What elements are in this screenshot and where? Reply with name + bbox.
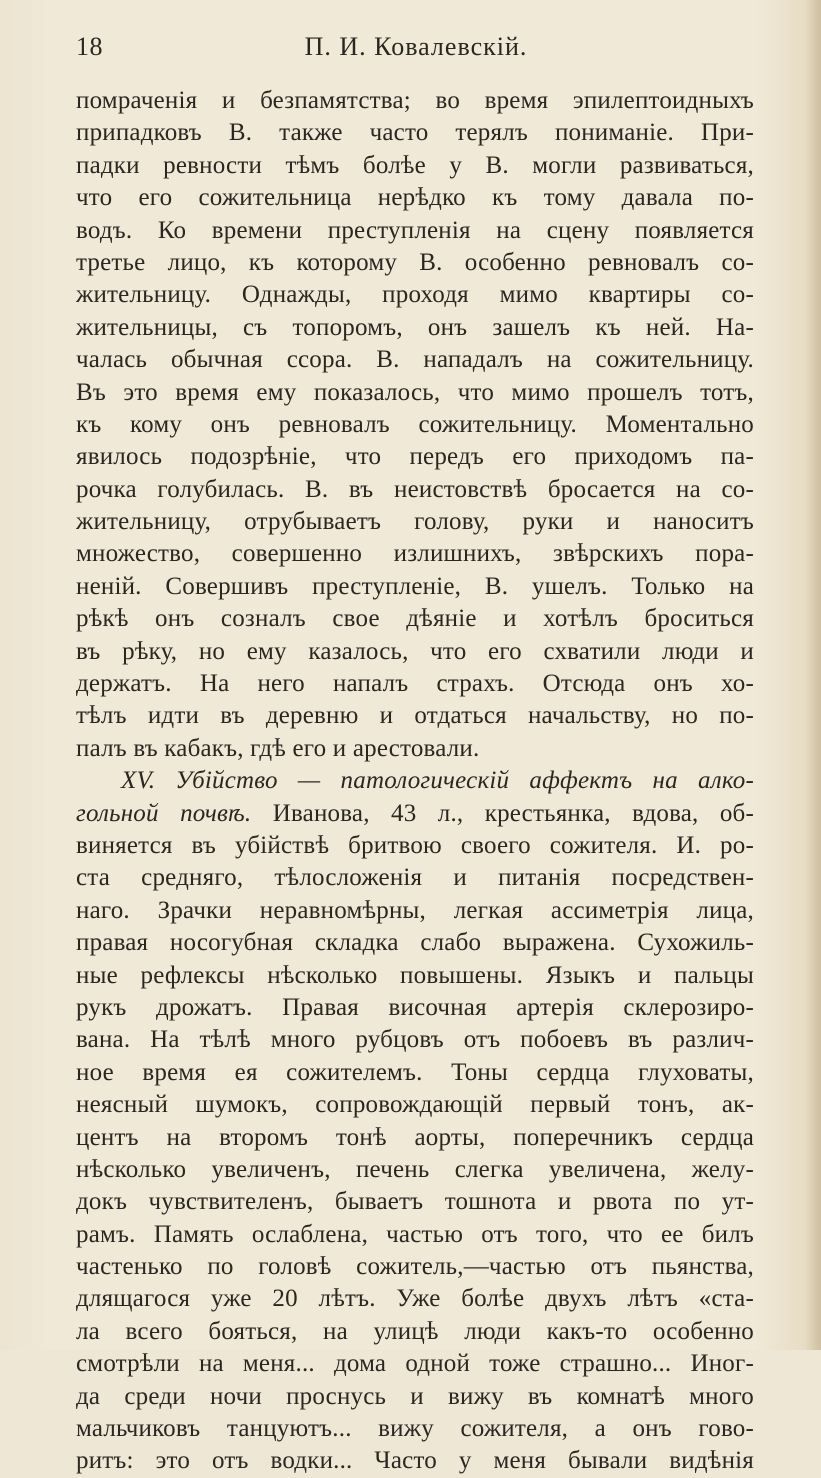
text-line: водъ. Ко времени преступленiя на сцену появляется [76, 216, 754, 244]
text-line: ненiй. Совершивъ преступленiе, В. ушелъ. Только на [76, 572, 754, 600]
text-line: къ кому онъ ревновалъ сожительницу. Моментально [76, 410, 754, 438]
text-line: смотрѣли на меня... дома одной тоже страшно... Иног- [76, 1350, 754, 1378]
text-line: докъ чувствителенъ, бываетъ тошнота и рвота по ут- [76, 1188, 754, 1216]
text-line: Въ это время ему показалось, что мимо прошелъ тотъ, [76, 378, 754, 406]
text-line: наго. Зрачки неравномѣрны, легкая ассиметрiя лица, [76, 896, 754, 924]
text-line: жительницу. Однажды, проходя мимо квартиры со- [76, 281, 754, 309]
section-heading-line [76, 765, 754, 797]
text-line: мальчиковъ танцуютъ... вижу сожителя, а онъ гово- [76, 1415, 754, 1443]
section-text-start: Иванова, 43 л., крестьянка, вдова, об- [272, 799, 755, 827]
section-number: XV. [121, 767, 156, 795]
text-line: ритъ: это отъ водки... Часто у меня бывали видѣнiя [76, 1447, 754, 1475]
page-header [76, 32, 756, 72]
text-line: неясный шумокъ, сопровождающiй первый тонъ, ак- [76, 1091, 754, 1119]
section-title-part2: гольной почвѣ. [76, 799, 252, 827]
text-line: множество, совершенно излишнихъ, звѣрскихъ пора- [76, 540, 754, 568]
text-line: чалась обычная ссора. В. нападалъ на сожительницу. [76, 346, 754, 374]
text-line: въ рѣку, но ему казалось, что его схватили люди и [76, 637, 754, 665]
text-line: правая носогубная складка слабо выражена. Сухожиль- [76, 929, 754, 957]
text-line: ла всего бояться, на улицѣ люди какъ-то особенно [76, 1317, 754, 1345]
section-heading-line-2 [76, 798, 754, 830]
page-edge [807, 0, 821, 1350]
text-line: палъ въ кабакъ, гдѣ его и арестовали. [76, 734, 480, 762]
text-line: третье лицо, къ которому В. особенно ревновалъ со- [76, 248, 754, 276]
running-title: П. И. Ковалевскiй. [304, 32, 528, 61]
text-line: падки ревности тѣмъ болѣе у В. могли развиваться, [76, 151, 754, 179]
text-line: ста средняго, тѣлосложенiя и питанiя посредствен- [76, 864, 754, 892]
text-line: помраченiя и безпамятства; во время эпилептоидныхъ [76, 87, 754, 114]
text-line: держатъ. На него напалъ страхъ. Отсюда онъ хо- [76, 670, 754, 698]
text-line: длящагося уже 20 лѣтъ. Уже болѣе двухъ лѣтъ «ста- [76, 1285, 754, 1313]
text-line: рукъ дрожатъ. Правая височная артерiя склерозиро- [76, 993, 754, 1021]
text-line: частенько по головѣ сожитель,—частью отъ пьянства, [76, 1253, 754, 1281]
text-line: припадковъ В. также часто терялъ пониманiе. При- [76, 119, 754, 147]
text-line: рѣкѣ онъ созналъ свое дѣянiе и хотѣлъ броситься [76, 605, 754, 633]
text-line: рамъ. Память ослаблена, частью отъ того, что ее билъ [76, 1220, 754, 1248]
text-line: жительницы, съ топоромъ, онъ зашелъ къ ней. На- [76, 313, 754, 341]
body-text [76, 85, 754, 1478]
text-line: что его сожительница нерѣдко къ тому давала по- [76, 184, 754, 212]
text-line: ное время ея сожителемъ. Тоны сердца глуховаты, [76, 1058, 754, 1086]
text-line: нѣсколько увеличенъ, печень слегка увеличена, желу- [76, 1155, 754, 1183]
text-line: явилось подозрѣнiе, что передъ его приходомъ па- [76, 443, 754, 471]
page-number: 18 [76, 32, 103, 61]
text-line: центъ на второмъ тонѣ аорты, поперечникъ сердца [76, 1123, 754, 1151]
text-line: да среди ночи проснусь и вижу въ комнатѣ много [76, 1382, 754, 1410]
section-title-part1: Убiйство — патологическiй аффектъ на алко- [175, 767, 755, 795]
text-line: виняется въ убiйствѣ бритвою своего сожителя. И. ро- [76, 831, 754, 859]
text-line: рочка голубилась. В. въ неистовствѣ бросается на со- [76, 475, 754, 503]
text-line: вана. На тѣлѣ много рубцовъ отъ побоевъ въ различ- [76, 1026, 754, 1054]
text-line: жительницу, отрубываетъ голову, руки и наноситъ [76, 508, 754, 536]
text-line: ные рефлексы нѣсколько повышены. Языкъ и пальцы [76, 961, 754, 989]
text-line: тѣлъ идти въ деревню и отдаться начальству, но по- [76, 702, 754, 730]
